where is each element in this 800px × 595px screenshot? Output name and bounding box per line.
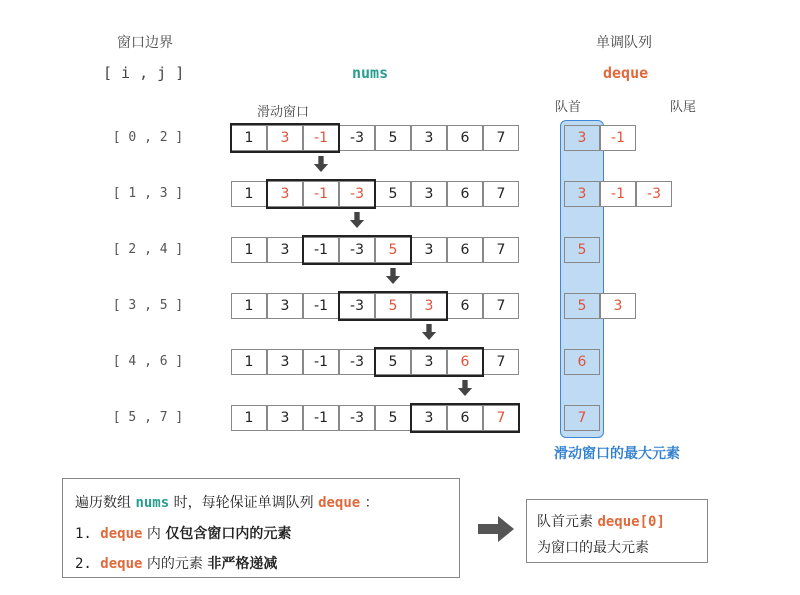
array-cell: -1: [303, 293, 339, 319]
down-arrow-icon: [421, 324, 437, 340]
note-emphasis: 非严格递减: [207, 556, 278, 572]
deque-head-cell: 5: [564, 237, 600, 263]
deque-cell: -1: [600, 125, 636, 151]
array-cell: -3: [339, 293, 375, 319]
list-number: 1.: [75, 526, 101, 542]
down-arrow-icon: [313, 156, 329, 172]
array-cell: 6: [447, 125, 483, 151]
array-cell: 3: [267, 293, 303, 319]
array-cell: 1: [231, 237, 267, 263]
result-line-2: 为窗口的最大元素: [537, 540, 649, 556]
right-arrow-icon: [478, 516, 514, 542]
array-cell: 5: [375, 405, 411, 431]
note-emphasis: 仅包含窗口内的元素: [165, 526, 292, 542]
result-text: 队首元素: [537, 514, 598, 530]
array-cell: -3: [339, 237, 375, 263]
down-arrow-icon: [349, 212, 365, 228]
down-arrow-icon: [457, 380, 473, 396]
array-cell: 3: [267, 349, 303, 375]
window-range-label: [ 3 , 5 ]: [112, 298, 184, 313]
array-cell: 5: [375, 293, 411, 319]
deque-cell: -1: [600, 181, 636, 207]
window-range-label: [ 0 , 2 ]: [112, 130, 184, 145]
queue-tail-label: 队尾: [670, 100, 697, 115]
array-cell: 3: [411, 181, 447, 207]
explanation-box: [62, 478, 460, 578]
deque-header: deque: [603, 64, 649, 82]
deque-head-code: deque[0]: [597, 514, 665, 530]
note-text: 内的元素: [142, 556, 208, 572]
array-cell: 6: [447, 293, 483, 319]
array-cell: 7: [483, 125, 519, 151]
array-cell: -3: [339, 405, 375, 431]
result-line-1: [537, 511, 665, 531]
array-cell: -3: [339, 349, 375, 375]
array-cell: 3: [411, 237, 447, 263]
window-bounds-header: 窗口边界: [117, 35, 173, 51]
array-cell: 6: [447, 405, 483, 431]
array-cell: 1: [231, 293, 267, 319]
array-cell: 1: [231, 349, 267, 375]
queue-head-label: 队首: [555, 100, 582, 115]
array-cell: 7: [483, 405, 519, 431]
note-text: 遍历数组: [75, 495, 136, 511]
array-cell: 3: [267, 405, 303, 431]
array-cell: 3: [411, 349, 447, 375]
window-range-label: [ 1 , 3 ]: [112, 186, 184, 201]
array-cell: 7: [483, 237, 519, 263]
array-cell: -3: [339, 125, 375, 151]
array-cell: 5: [375, 125, 411, 151]
down-arrow-icon: [385, 268, 401, 284]
monotonic-queue-header: 单调队列: [596, 35, 652, 51]
sliding-window-frame: [374, 347, 484, 377]
sliding-window-label: 滑动窗口: [257, 105, 310, 120]
note-text: 内: [142, 526, 166, 542]
deque-cell: 3: [600, 293, 636, 319]
sliding-window-frame: [230, 123, 340, 153]
array-cell: 7: [483, 181, 519, 207]
deque-head-cell: 6: [564, 349, 600, 375]
array-cell: 3: [411, 125, 447, 151]
array-cell: 6: [447, 237, 483, 263]
note-line-1: [75, 492, 379, 512]
deque-code: deque: [100, 556, 143, 572]
nums-code: nums: [135, 495, 170, 511]
sliding-window-frame: [266, 179, 376, 209]
array-cell: 6: [447, 181, 483, 207]
sliding-window-frame: [410, 403, 520, 433]
deque-head-cell: 7: [564, 405, 600, 431]
note-line-3: [75, 553, 277, 573]
array-cell: 1: [231, 181, 267, 207]
array-cell: 5: [375, 181, 411, 207]
deque-code: deque: [100, 526, 143, 542]
array-cell: 1: [231, 405, 267, 431]
array-cell: -1: [303, 125, 339, 151]
note-text: 时，每轮保证单调队列: [169, 495, 319, 511]
note-text: ：: [360, 495, 379, 511]
deque-head-highlight: [560, 120, 604, 438]
max-element-caption: 滑动窗口的最大元素: [554, 446, 680, 462]
array-cell: 3: [411, 405, 447, 431]
array-cell: -3: [339, 181, 375, 207]
window-range-label: [ 2 , 4 ]: [112, 242, 184, 257]
deque-head-cell: 3: [564, 125, 600, 151]
array-cell: 7: [483, 349, 519, 375]
array-cell: -1: [303, 349, 339, 375]
array-cell: 6: [447, 349, 483, 375]
deque-head-cell: 3: [564, 181, 600, 207]
array-cell: 1: [231, 125, 267, 151]
list-number: 2.: [75, 556, 101, 572]
deque-code: deque: [318, 495, 361, 511]
array-cell: 3: [267, 181, 303, 207]
deque-head-cell: 5: [564, 293, 600, 319]
array-cell: -1: [303, 237, 339, 263]
sliding-window-frame: [338, 291, 448, 321]
array-cell: -1: [303, 181, 339, 207]
array-cell: 3: [411, 293, 447, 319]
sliding-window-frame: [302, 235, 412, 265]
array-cell: 5: [375, 237, 411, 263]
note-line-2: [75, 523, 291, 543]
array-cell: 3: [267, 237, 303, 263]
window-range-label: [ 4 , 6 ]: [112, 354, 184, 369]
result-box: [526, 499, 708, 563]
array-cell: 5: [375, 349, 411, 375]
array-cell: 3: [267, 125, 303, 151]
nums-header: nums: [352, 64, 389, 82]
deque-cell: -3: [636, 181, 672, 207]
array-cell: 7: [483, 293, 519, 319]
ij-header: [ i , j ]: [103, 64, 185, 82]
array-cell: -1: [303, 405, 339, 431]
window-range-label: [ 5 , 7 ]: [112, 410, 184, 425]
